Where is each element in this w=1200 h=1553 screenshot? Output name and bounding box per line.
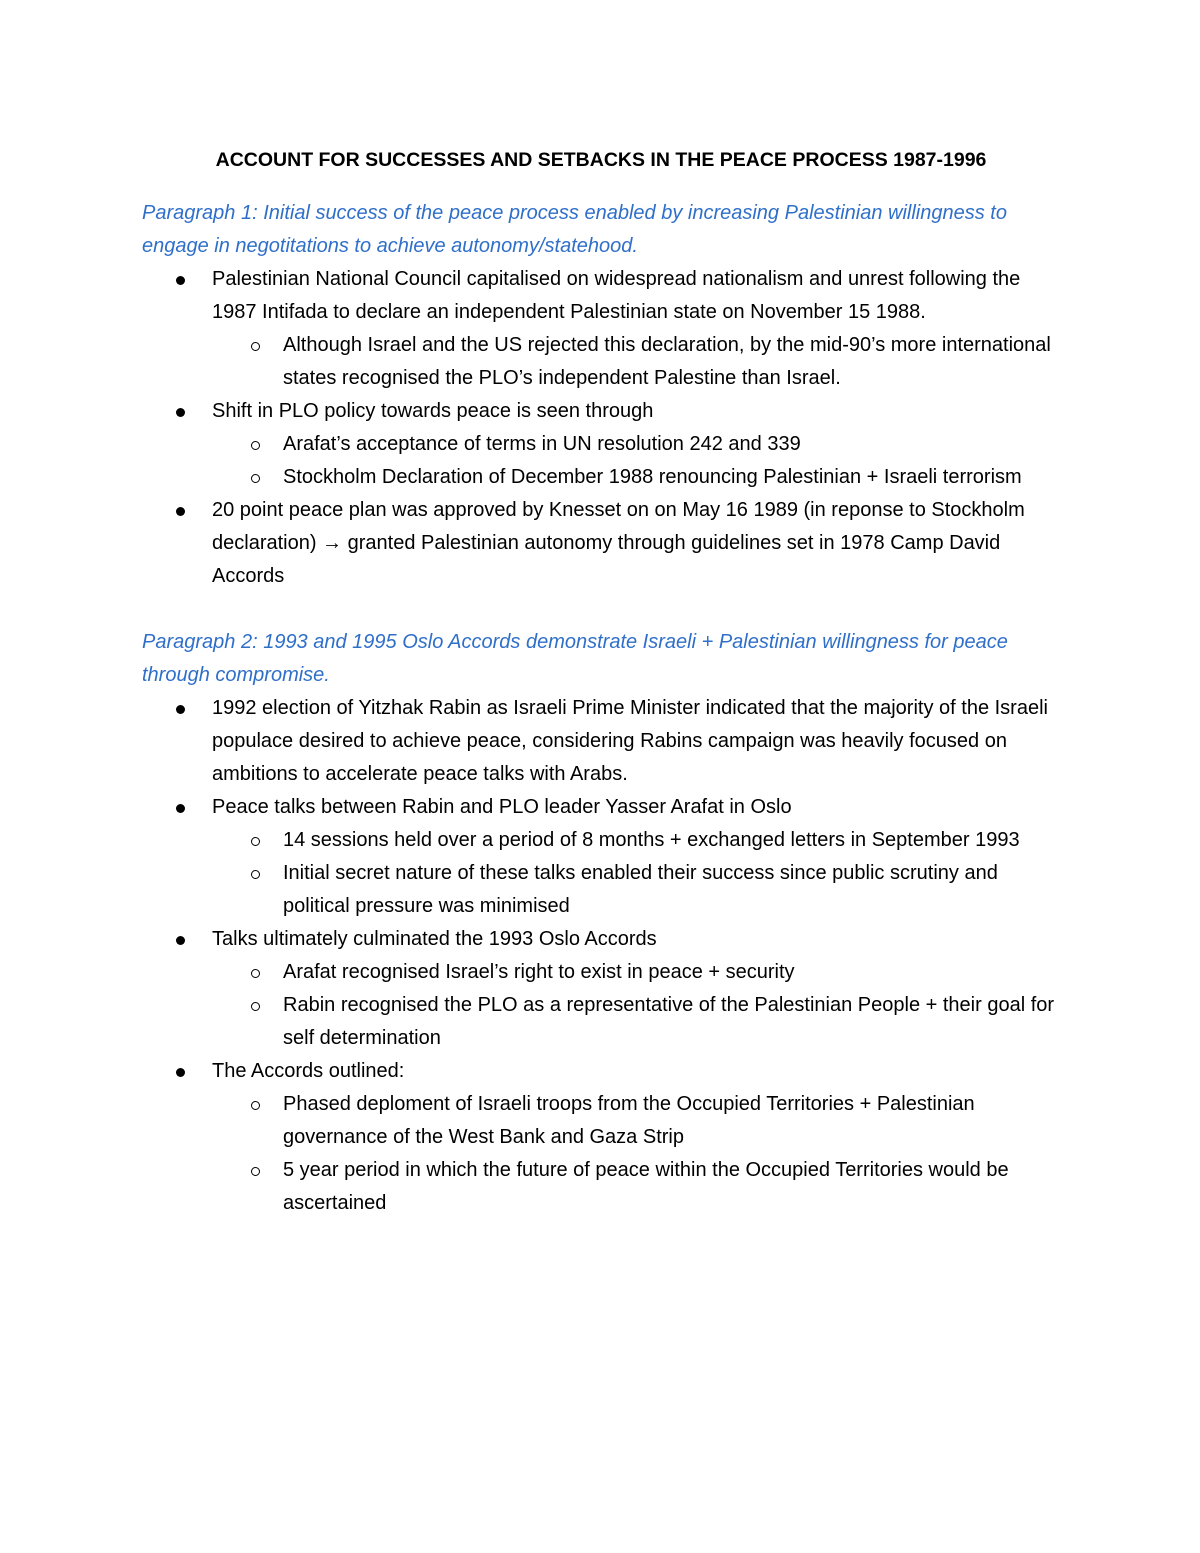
- sub-bullet-text: 5 year period in which the future of peace within the Occupied Territories would be ascertained: [283, 1159, 1009, 1214]
- hollow-circle-icon: [251, 1101, 260, 1110]
- sub-bullet-item: [142, 461, 1060, 494]
- bullet-text: Peace talks between Rabin and PLO leader Yasser Arafat in Oslo: [212, 796, 792, 818]
- paragraph-1-heading: Paragraph 1: Initial success of the peace process enabled by increasing Palestinian willingness to engage in negotitations to achieve autonomy/statehood.: [142, 202, 1007, 257]
- sub-bullet-text: Phased deploment of Israeli troops from the Occupied Territories + Palestinian governance of the West Bank and Gaza Strip: [283, 1093, 975, 1148]
- bullet-item: [142, 1055, 1060, 1088]
- sub-bullet-item: [142, 428, 1060, 461]
- sub-bullet-item: [142, 1088, 1060, 1154]
- paragraph-2-heading: Paragraph 2: 1993 and 1995 Oslo Accords demonstrate Israeli + Palestinian willingness for peace through compromise.: [142, 631, 1008, 686]
- hollow-circle-icon: [251, 474, 260, 483]
- hollow-circle-icon: [251, 837, 260, 846]
- hollow-circle-icon: [251, 342, 260, 351]
- bullet-marker-icon: [176, 936, 185, 945]
- sub-bullet-text: Initial secret nature of these talks enabled their success since public scrutiny and political pressure was minimised: [283, 862, 998, 917]
- bullet-text: 20 point peace plan was approved by Knesset on on May 16 1989 (in reponse to Stockholm declaration) → granted Palestinian autonomy through guidelines set in 1978 Camp David Accords: [212, 499, 1025, 587]
- bullet-item: [142, 395, 1060, 428]
- bullet-marker-icon: [176, 507, 185, 516]
- sub-bullet-text: 14 sessions held over a period of 8 months + exchanged letters in September 1993: [283, 829, 1020, 851]
- bullet-item: [142, 791, 1060, 824]
- bullet-text: Shift in PLO policy towards peace is seen through: [212, 400, 654, 422]
- paragraph-1-section: [142, 197, 1060, 593]
- bullet-marker-icon: [176, 705, 185, 714]
- bullet-marker-icon: [176, 408, 185, 417]
- sub-bullet-item: [142, 956, 1060, 989]
- sub-bullet-item: [142, 1154, 1060, 1220]
- hollow-circle-icon: [251, 441, 260, 450]
- sub-bullet-text: Rabin recognised the PLO as a representative of the Palestinian People + their goal for self determination: [283, 994, 1055, 1049]
- paragraph-1-bullet-list: [142, 263, 1060, 593]
- paragraph-2-section: [142, 626, 1060, 1220]
- sub-bullet-text: Although Israel and the US rejected this declaration, by the mid-90’s more international states recognised the PLO’s independent Palestine than Israel.: [283, 334, 1051, 389]
- sub-bullet-text: Stockholm Declaration of December 1988 renouncing Palestinian + Israeli terrorism: [283, 466, 1022, 488]
- bullet-text: Palestinian National Council capitalised on widespread nationalism and unrest following the 1987 Intifada to declare an independent Palestinian state on November 15 1988.: [212, 268, 1021, 323]
- hollow-circle-icon: [251, 1167, 260, 1176]
- hollow-circle-icon: [251, 1002, 260, 1011]
- sub-bullet-item: [142, 989, 1060, 1055]
- bullet-text: The Accords outlined:: [212, 1060, 405, 1082]
- sub-bullet-item: [142, 329, 1060, 395]
- sub-bullet-text: Arafat’s acceptance of terms in UN resolution 242 and 339: [283, 433, 801, 455]
- bullet-item: [142, 692, 1060, 791]
- bullet-marker-icon: [176, 276, 185, 285]
- bullet-item: [142, 923, 1060, 956]
- bullet-text: 1992 election of Yitzhak Rabin as Israeli Prime Minister indicated that the majority of the Israeli populace desired to achieve peace, considering Rabins campaign was heavily focused on ambitions to accelerate peace talks with Arabs.: [212, 697, 1048, 785]
- hollow-circle-icon: [251, 870, 260, 879]
- sub-bullet-item: [142, 824, 1060, 857]
- bullet-marker-icon: [176, 804, 185, 813]
- sub-bullet-text: Arafat recognised Israel’s right to exist in peace + security: [283, 961, 795, 983]
- bullet-item: [142, 494, 1060, 593]
- paragraph-2-bullet-list: [142, 692, 1060, 1220]
- document-title: ACCOUNT FOR SUCCESSES AND SETBACKS IN THE PEACE PROCESS 1987-1996: [215, 149, 987, 171]
- bullet-item: [142, 263, 1060, 329]
- bullet-text: Talks ultimately culminated the 1993 Oslo Accords: [212, 928, 657, 950]
- sub-bullet-item: [142, 857, 1060, 923]
- hollow-circle-icon: [251, 969, 260, 978]
- bullet-marker-icon: [176, 1068, 185, 1077]
